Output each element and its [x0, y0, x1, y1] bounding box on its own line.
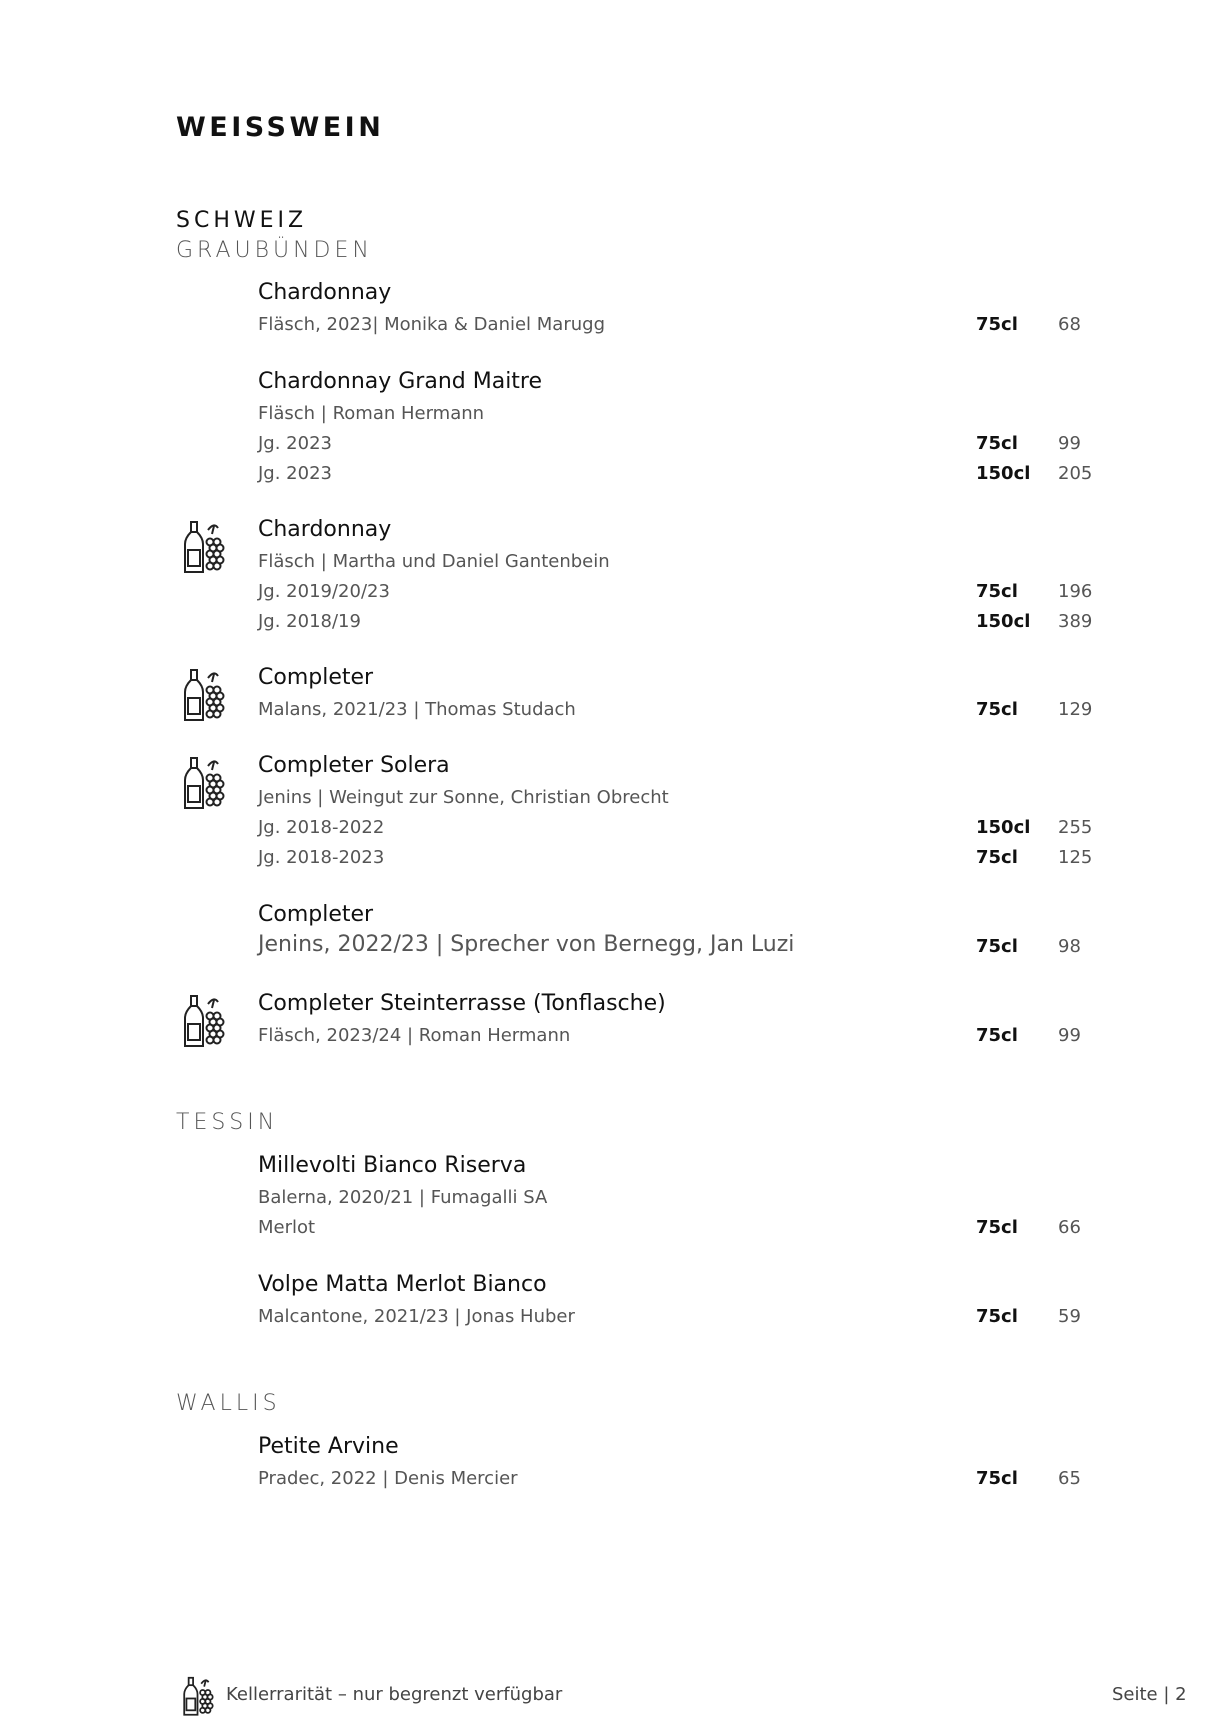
wine-detail: Jg. 2019/20/23: [258, 581, 390, 602]
wine-bottle-grapes-icon: [182, 668, 228, 724]
wine-name: Petite Arvine: [258, 1434, 399, 1459]
page-number: Seite | 2: [1112, 1684, 1187, 1705]
wine-detail: Jg. 2018/19: [258, 611, 361, 632]
wine-line: [0, 817, 1222, 843]
wine-name: Completer Steinterrasse (Tonflasche): [258, 991, 666, 1016]
price: 125: [1058, 847, 1093, 868]
wine-detail: Jg. 2018-2022: [258, 817, 385, 838]
wine-detail: Fläsch | Roman Hermann: [258, 403, 485, 424]
country-heading: SCHWEIZ: [176, 208, 308, 233]
price: 205: [1058, 463, 1093, 484]
bottle-size: 75cl: [976, 1025, 1018, 1046]
wine-detail: Jg. 2023: [258, 433, 332, 454]
bottle-size: 75cl: [976, 433, 1018, 454]
wine-detail: Pradec, 2022 | Denis Mercier: [258, 1468, 518, 1489]
wine-line: [0, 1306, 1222, 1332]
bottle-size: 150cl: [976, 611, 1031, 632]
bottle-size: 75cl: [976, 699, 1018, 720]
wine-line: [0, 611, 1222, 637]
footer-legend: Kellerrarität – nur begrenzt verfügbar: [226, 1684, 563, 1705]
wine-detail: Fläsch | Martha und Daniel Gantenbein: [258, 551, 610, 572]
bottle-size: 75cl: [976, 936, 1018, 957]
wine-name: Completer: [258, 665, 374, 690]
price: 98: [1058, 936, 1081, 957]
wine-name: Completer: [258, 902, 374, 927]
wine-detail: Fläsch, 2023| Monika & Daniel Marugg: [258, 314, 605, 335]
wine-detail: Malans, 2021/23 | Thomas Studach: [258, 699, 576, 720]
price: 66: [1058, 1217, 1081, 1238]
wine-detail: Jenins | Weingut zur Sonne, Christian Obrecht: [258, 787, 669, 808]
bottle-size: 150cl: [976, 463, 1031, 484]
wine-line: [0, 847, 1222, 873]
wine-bottle-grapes-icon: [182, 994, 228, 1050]
price: 59: [1058, 1306, 1081, 1327]
region-heading-wallis: WALLIS: [176, 1391, 281, 1416]
wine-detail: Balerna, 2020/21 | Fumagalli SA: [258, 1187, 548, 1208]
wine-name: Millevolti Bianco Riserva: [258, 1153, 527, 1178]
page-title: WEISSWEIN: [176, 112, 385, 143]
wine-name: Chardonnay: [258, 280, 392, 305]
wine-name: Completer Solera: [258, 753, 450, 778]
price: 68: [1058, 314, 1081, 335]
wine-line: [0, 1468, 1222, 1494]
wine-detail: Jg. 2018-2023: [258, 847, 385, 868]
wine-bottle-grapes-icon: [182, 1676, 216, 1718]
region-heading-tessin: TESSIN: [176, 1110, 279, 1135]
wine-name: Volpe Matta Merlot Bianco: [258, 1272, 547, 1297]
wine-bottle-grapes-icon: [182, 756, 228, 812]
price: 99: [1058, 1025, 1081, 1046]
wine-detail: Malcantone, 2021/23 | Jonas Huber: [258, 1306, 575, 1327]
wine-bottle-grapes-icon: [182, 520, 228, 576]
wine-line: [0, 433, 1222, 459]
bottle-size: 75cl: [976, 581, 1018, 602]
bottle-size: 150cl: [976, 817, 1031, 838]
wine-detail: Jg. 2023: [258, 463, 332, 484]
wine-line: [0, 1187, 1222, 1213]
wine-name: Chardonnay: [258, 517, 392, 542]
region-heading-graubuenden: GRAUBÜNDEN: [176, 238, 373, 263]
price: 255: [1058, 817, 1093, 838]
bottle-size: 75cl: [976, 314, 1018, 335]
wine-detail: Merlot: [258, 1217, 316, 1238]
price: 389: [1058, 611, 1093, 632]
wine-detail: Fläsch, 2023/24 | Roman Hermann: [258, 1025, 571, 1046]
bottle-size: 75cl: [976, 1468, 1018, 1489]
wine-line: [0, 581, 1222, 607]
wine-line: [0, 1217, 1222, 1243]
price: 196: [1058, 581, 1093, 602]
wine-detail: Jenins, 2022/23 | Sprecher von Bernegg, Jan Luzi: [258, 932, 795, 957]
wine-line: [0, 932, 1222, 962]
wine-line: [0, 314, 1222, 340]
bottle-size: 75cl: [976, 1217, 1018, 1238]
wine-line: [0, 463, 1222, 489]
bottle-size: 75cl: [976, 1306, 1018, 1327]
wine-line: [0, 403, 1222, 429]
price: 129: [1058, 699, 1093, 720]
wine-name: Chardonnay Grand Maitre: [258, 369, 543, 394]
bottle-size: 75cl: [976, 847, 1018, 868]
price: 99: [1058, 433, 1081, 454]
price: 65: [1058, 1468, 1081, 1489]
